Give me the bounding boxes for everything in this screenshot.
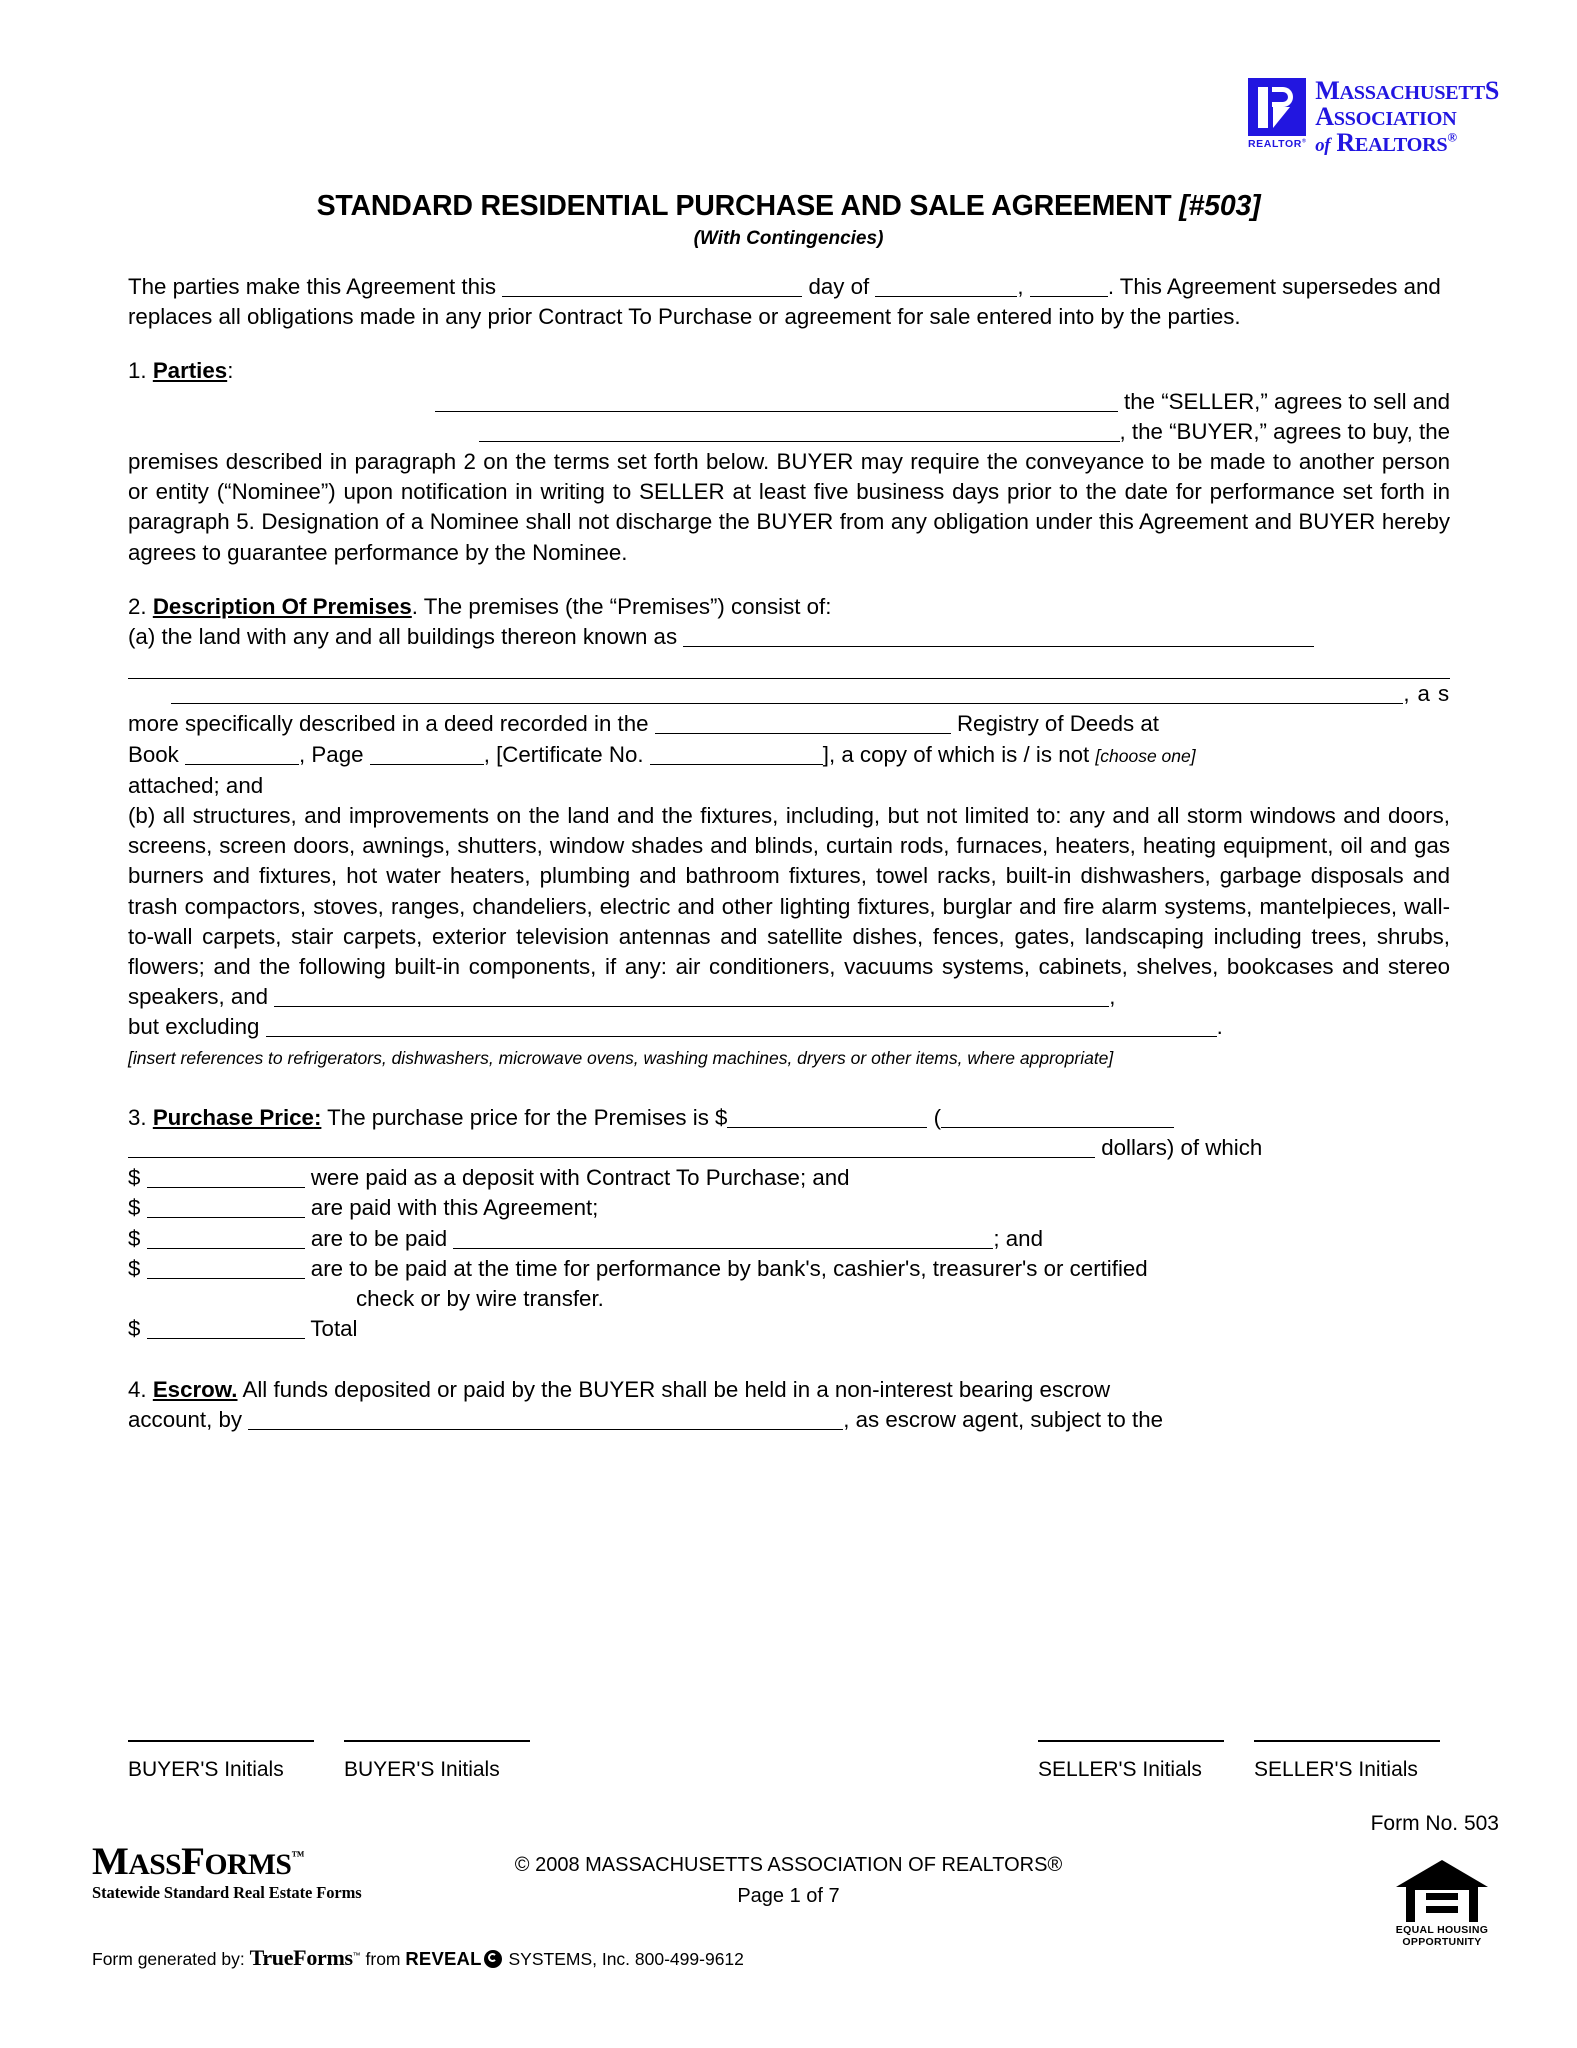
equal-housing-line-2: OPPORTUNITY (1402, 1936, 1482, 1948)
seller-initials-2-label: SELLER'S Initials (1254, 1758, 1418, 1781)
section-1-buyer-line: , the “BUYER,” agrees to buy, the (128, 417, 1450, 447)
deposit-amount-blank[interactable] (147, 1165, 305, 1188)
seller-initials-1-rule[interactable] (1038, 1740, 1224, 1742)
payment-row-3: $ are to be paid ; and (128, 1225, 1043, 1251)
buyer-initials-group (128, 1740, 540, 1782)
form-number: Form No. 503 (1370, 1812, 1499, 1835)
section-2-deed-line: more specifically described in a deed recorded in the Registry of Deeds at (128, 711, 1159, 737)
buyer-initials-1[interactable] (128, 1740, 324, 1782)
ma-association-wordmark (1315, 78, 1499, 156)
seller-name-blank[interactable] (435, 389, 1118, 412)
seller-initials-2-rule[interactable] (1254, 1740, 1440, 1742)
premises-address-blank-3[interactable] (171, 681, 1403, 704)
seller-initials-1[interactable] (1038, 1740, 1234, 1782)
balance-amount-blank[interactable] (147, 1256, 305, 1279)
certificate-no-blank[interactable] (650, 742, 823, 765)
section-2b-body: (b) all structures, and improvements on the land and the fixtures, including, but not limited to: any and all storm windows and doors, screens, screen doors, awnings, shutters, window shades and blinds, curtain rods, furnaces, heaters, heating equipment, oil and gas burners and fixtures, hot water heaters, plumbing and bathroom fixtures, towel racks, built-in dishwashers, garbage disposals and trash compactors, stoves, ranges, chandeliers, electric and other lighting fixtures, burglar and fire alarm systems, mantelpieces, wall-to-wall carpets, stair carpets, exterior television antennas and satellite dishes, fences, gates, landscaping including trees, shrubs, flowers; and the following built-in components, if any: air conditioners, vacuums systems, cabinets, shelves, bookcases and stereo speakers, and , (128, 803, 1450, 1010)
total-amount-blank[interactable] (147, 1316, 305, 1339)
copyright-block (0, 1850, 1577, 1912)
intro-paragraph: The parties make this Agreement this day of , . This Agreement supersedes and replaces all obligations made in any prior Contract To Purchase or agreement for sale entered into by the parties. (128, 274, 1441, 330)
seller-initials-group (1038, 1740, 1450, 1782)
realtor-r-icon (1248, 78, 1306, 136)
buyer-name-blank[interactable] (479, 419, 1120, 442)
section-4-account-line: account, by , as escrow agent, subject to the (128, 1406, 1164, 1432)
included-items-blank[interactable] (274, 984, 1109, 1007)
section-2-excluding-line: but excluding . (128, 1014, 1223, 1040)
choose-one-note: [choose one] (1095, 745, 1196, 766)
logo-line-association: ASSOCIATION (1315, 102, 1457, 131)
book-blank[interactable] (185, 742, 299, 765)
payment-row-4: $ are to be paid at the time for performance by bank's, cashier's, treasurer's or certified (128, 1255, 1148, 1281)
section-4-heading: 4. Escrow. All funds deposited or paid by the BUYER shall be held in a non-interest bearing escrow (128, 1376, 1111, 1402)
escrow-agent-blank[interactable] (248, 1407, 843, 1430)
section-3-heading: 3. Purchase Price: The purchase price for the Premises is $ ( (128, 1103, 1450, 1133)
section-1-body: premises described in paragraph 2 on the terms set forth below. BUYER may require the conveyance to be made to another person or entity (“Nominee”) upon notification in writing to SELLER at least five business days prior to the date for performance set forth in paragraph 5. Designation of a Nominee shall not discharge the BUYER from any obligation under this Agreement and BUYER hereby agrees to guarantee performance by the Nominee. (128, 449, 1450, 565)
section-2-heading: 2. Description Of Premises. The premises (the “Premises”) consist of: (128, 593, 832, 619)
intro-month-blank[interactable] (875, 274, 1017, 297)
massforms-wordmark: MASSFORMS™ (92, 1840, 305, 1883)
section-1-heading: 1. Parties: (128, 358, 234, 384)
buyer-initials-2[interactable] (344, 1740, 540, 1782)
initials-block (128, 1740, 1450, 1782)
buyer-initials-2-label: BUYER'S Initials (344, 1758, 500, 1781)
payment-row-1: $ were paid as a deposit with Contract To Purchase; and (128, 1165, 850, 1191)
seller-initials-1-label: SELLER'S Initials (1038, 1758, 1202, 1781)
ma-realtors-logo (1246, 78, 1499, 156)
equal-housing-line-1: EQUAL HOUSING (1395, 1924, 1489, 1936)
trueforms-brand: TrueForms (249, 1945, 353, 1970)
equal-housing-label (1389, 1924, 1495, 1948)
payment-row-2: $ are paid with this Agreement; (128, 1195, 599, 1221)
page-number: Page 1 of 7 (737, 1885, 840, 1907)
equal-housing-logo (1389, 1860, 1495, 1948)
page-subtitle: (With Contingencies) (693, 228, 884, 249)
other-amount-blank[interactable] (147, 1226, 305, 1249)
purchase-price-numeric-blank[interactable] (727, 1105, 927, 1128)
page-blank[interactable] (370, 742, 484, 765)
excluded-items-blank[interactable] (266, 1014, 1217, 1037)
equal-housing-house-icon (1396, 1860, 1488, 1922)
document-body (128, 272, 1450, 1435)
copyright-line: © 2008 MASSACHUSETTS ASSOCIATION OF REALTORS® (514, 1854, 1063, 1876)
page-footer (0, 1812, 1577, 2012)
premises-address-blank-2[interactable] (128, 652, 1450, 679)
insert-references-note: [insert references to refrigerators, dishwashers, microwave ovens, washing machines, dryers or other items, where appropriate] (128, 1047, 1114, 1068)
section-1-seller-line: the “SELLER,” agrees to sell and (128, 387, 1450, 417)
buyer-initials-1-label: BUYER'S Initials (128, 1758, 284, 1781)
section-2a-line: (a) the land with any and all buildings thereon known as (128, 622, 1450, 652)
buyer-initials-1-rule[interactable] (128, 1740, 314, 1742)
registry-blank[interactable] (655, 711, 951, 734)
seller-initials-2[interactable] (1254, 1740, 1450, 1782)
section-2-book-page-line: Book , Page , [Certificate No. ], a copy of which is / is not [choose one] (128, 741, 1196, 767)
trueforms-credit-line: Form generated by: TrueForms™ from REVEAL SYSTEMS, Inc. 800-499-9612 (92, 1945, 744, 1970)
realtor-wordmark: REALTOR® (1247, 138, 1307, 150)
reveal-swirl-icon (484, 1950, 502, 1968)
reveal-brand: REVEAL (405, 1948, 482, 1969)
intro-year-blank[interactable] (1030, 274, 1108, 297)
massforms-tagline: Statewide Standard Real Estate Forms (92, 1883, 362, 1902)
realtor-mark (1246, 78, 1308, 150)
section-2-attached-line: attached; and (128, 772, 264, 798)
intro-day-blank[interactable] (502, 274, 802, 297)
page-title: STANDARD RESIDENTIAL PURCHASE AND SALE AGREEMENT [#503] (316, 190, 1261, 222)
agreement-amount-blank[interactable] (147, 1195, 305, 1218)
payment-row-total: $ Total (128, 1316, 358, 1342)
premises-address-blank[interactable] (683, 624, 1314, 647)
logo-line-of-realtors: of REALTORS® (1315, 128, 1457, 157)
section-3-dollars-line: dollars) of which (128, 1133, 1450, 1163)
buyer-initials-2-rule[interactable] (344, 1740, 530, 1742)
logo-line-massachusetts: MASSACHUSETTS (1315, 76, 1499, 105)
purchase-price-words-blank-1[interactable] (941, 1105, 1174, 1128)
other-terms-blank[interactable] (453, 1226, 993, 1249)
purchase-price-words-blank-2[interactable] (128, 1135, 1095, 1158)
payment-row-4-continued: check or by wire transfer. (356, 1286, 604, 1312)
section-2-as-line: , a s (128, 679, 1450, 709)
